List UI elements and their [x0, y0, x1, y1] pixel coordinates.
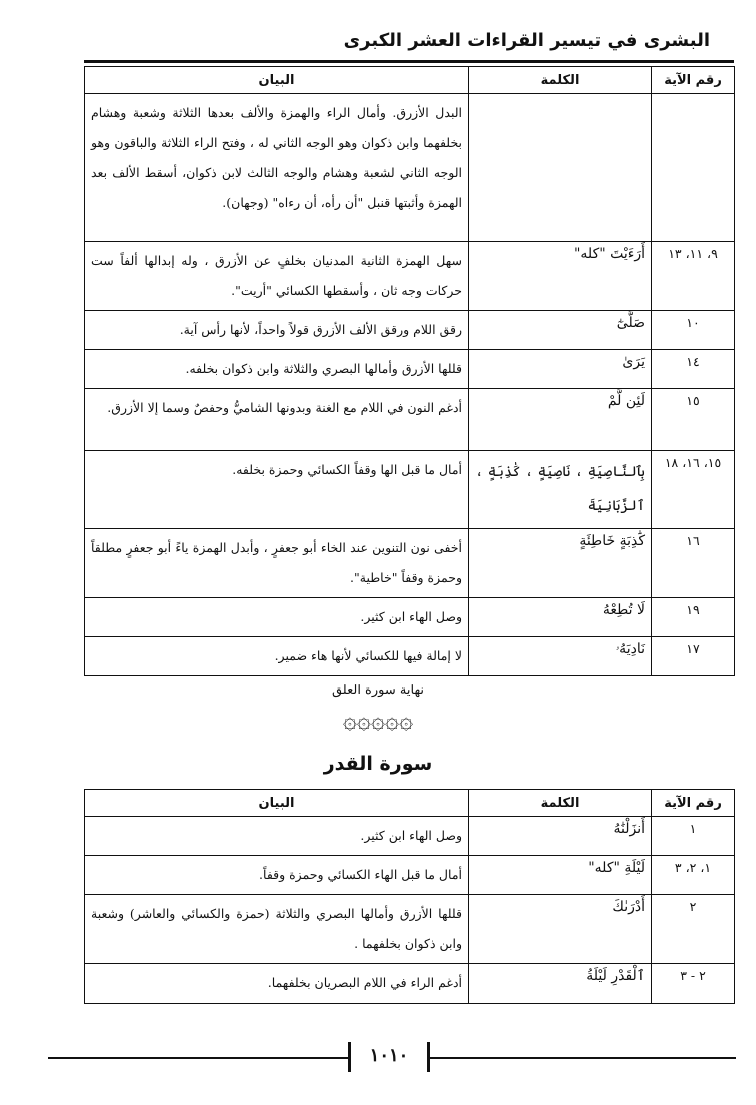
header-ayah-number: رقم الآية [652, 67, 735, 94]
ayah-number: ١٧ [652, 637, 735, 676]
header-bayan: البيان [85, 67, 469, 94]
bayan: قللها الأزرق وأمالها البصري والثلاثة (حمزة والكسائي والعاشر) وشعبة وابن ذكوان بخلفهما . [85, 895, 469, 964]
ayah-number: ١٤ [652, 350, 735, 389]
word: ٱلْقَدْرِ لَيْلَةُ [469, 964, 652, 1004]
header-word: الكلمة [469, 790, 652, 817]
header-bayan: البيان [85, 790, 469, 817]
word: كَٰذِبَةٍ خَاطِئَةٍ [469, 529, 652, 598]
header-rule [84, 60, 734, 63]
word: لَا تُطِعْهُ [469, 598, 652, 637]
ayah-number: ١٠ [652, 311, 735, 350]
table-row [85, 350, 735, 389]
ayah-number [652, 94, 735, 242]
bayan: أدغم النون في اللام مع الغنة وبدونها الشاميُّ وحفصٌ وسما إلا الأزرق. [85, 389, 469, 451]
ayah-number: ١٩ [652, 598, 735, 637]
footer-rule-right [430, 1057, 736, 1059]
page-number: ١٠١٠ [369, 1045, 409, 1066]
table-row [85, 637, 735, 676]
sura-end-label: نهاية سورة العلق [331, 683, 425, 698]
word: نَادِيَهُۥ [469, 637, 652, 676]
footer-rule-left [48, 1057, 348, 1059]
table-row [85, 529, 735, 598]
table-row [85, 389, 735, 451]
table-row [85, 598, 735, 637]
bayan: وصل الهاء ابن كثير. [85, 598, 469, 637]
header-ayah-number: رقم الآية [652, 790, 735, 817]
ayah-number: ١٥ [652, 389, 735, 451]
table-row [85, 895, 735, 964]
bayan: قللها الأزرق وأمالها البصري والثلاثة وابن ذكوان بخلفه. [85, 350, 469, 389]
word: أَرَءَيْتَ "كله" [469, 242, 652, 311]
word: لَئِن لَّمْ [469, 389, 652, 451]
bayan: البدل الأزرق. وأمال الراء والهمزة والألف بعدها الثلاثة وشعبة وهشام بخلفهما وابن ذكوان وهو الوجه الثاني له ، وفتح الراء الثلاثة والباقون وهو الوجه الثاني لشعبة وهشام والوجه الثالث لابن ذكوان، أسقط الألف بعد الهمزة وأثبتها قنبل "أن رأه، أن رءاه" (وجهان). [85, 94, 469, 242]
running-header-title: البشرى في تيسير القراءات العشر الكبرى [343, 30, 710, 51]
table-row [85, 311, 735, 350]
word: يَرَىٰ [469, 350, 652, 389]
bayan: أخفى نون التنوين عند الخاء أبو جعفرٍ ، وأبدل الهمزة ياءً أبو جعفرٍ مطلقاً وحمزة وقفاً "خاطية". [85, 529, 469, 598]
ayah-number: ١٦ [652, 529, 735, 598]
table-header-row [85, 67, 735, 94]
bayan: أمال ما قبل الها وقفاً الكسائي وحمزة بخلفه. [85, 451, 469, 529]
word: أَنزَلْنَٰهُ [469, 817, 652, 856]
word: لَيْلَةِ "كله" [469, 856, 652, 895]
ayah-number: ١ [652, 817, 735, 856]
sura-title: سورة القدر [323, 753, 433, 775]
bayan: لا إمالة فيها للكسائي لأنها هاء ضمير. [85, 637, 469, 676]
ayah-number: ٩، ١١، ١٣ [652, 242, 735, 311]
readings-table-qadr [84, 789, 735, 1004]
table-header-row [85, 790, 735, 817]
bayan: رقق اللام ورقق الألف الأزرق قولاً واحداً، لأنها رأس آية. [85, 311, 469, 350]
bayan: أدغم الراء في اللام البصريان بخلفهما. [85, 964, 469, 1004]
table-row [85, 242, 735, 311]
word: صَلَّىٰٓ [469, 311, 652, 350]
word [469, 94, 652, 242]
bayan: وصل الهاء ابن كثير. [85, 817, 469, 856]
bayan: أمال ما قبل الهاء الكسائي وحمزة وقفاً. [85, 856, 469, 895]
word: أَدْرَىٰكَ [469, 895, 652, 964]
table-row [85, 94, 735, 242]
table-row [85, 451, 735, 529]
table-row [85, 964, 735, 1004]
header-word: الكلمة [469, 67, 652, 94]
readings-table-alaq [84, 66, 735, 676]
table-row [85, 817, 735, 856]
ayah-number: ١، ٢، ٣ [652, 856, 735, 895]
word: بِٱلنَّاصِيَةِ ، نَاصِيَةٍ ، كَٰذِبَةٍ ، ٱلزَّبَانِيَةَ [469, 451, 652, 529]
bayan: سهل الهمزة الثانية المدنيان بخلفٍ عن الأزرق ، وله إبدالها ألفاً ست حركات وجه ثان ، وأسقطها الكسائي "أريت". [85, 242, 469, 311]
ayah-number: ١٥، ١٦، ١٨ [652, 451, 735, 529]
ayah-number: ٢ - ٣ [652, 964, 735, 1004]
table-row [85, 856, 735, 895]
star-ornament: ۞۞۞۞۞ [342, 706, 414, 734]
ayah-number: ٢ [652, 895, 735, 964]
